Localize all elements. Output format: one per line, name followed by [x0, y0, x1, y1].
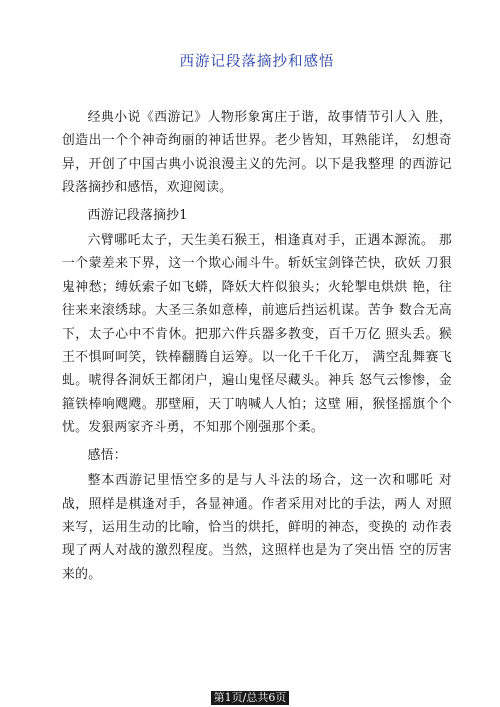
page-footer	[0, 686, 500, 705]
intro-paragraph: 经典小说《西游记》人物形象寓庄于谐，故事情节引人入 胜，创造出一个个神奇绚丽的神话世界。老少皆知，耳熟能详， 幻想奇异，开创了中国古典小说浪漫主义的先河。以下是我整理 的西游记段落摘抄和感悟，欢迎阅读。	[62, 110, 452, 196]
reflection-heading: 感悟：	[87, 447, 127, 463]
excerpt-paragraph: 六臂哪吒太子，天生美石猴王，相逢真对手，正遇本源流。 那一个蒙差来下界，这一个欺心闹斗牛。斩妖宝剑锋芒快，砍妖 刀狠鬼神愁；缚妖索子如飞蟒，降妖大杵似狼头；火轮掣电烘烘 艳，往往来来滚绣球。大圣三条如意棒，前遮后挡运机谋。苦争 数合无高下，太子心中不肯休。把那六件兵器多教变，百千万亿 照头丢。猴王不惧呵呵笑，铁棒翻腾自运筹。以一化千千化万， 满空乱舞赛飞虬。唬得各洞妖王都闭户，遍山鬼怪尽藏头。神兵 怒气云惨惨，金箍铁棒响飕飕。那壁厢，天丁呐喊人人怕；这壁 厢，猴怪摇旗个个忧。发狠两家齐斗勇，不知那个刚强那个柔。	[62, 233, 452, 436]
excerpt-heading: 西游记段落摘抄1	[87, 207, 188, 223]
document-title: 西游记段落摘抄和感悟	[179, 54, 335, 70]
reflection-paragraph: 整本西游记里悟空多的是与人斗法的场合，这一次和哪吒 对战，照样是棋逢对手，各显神通。作者采用对比的手法，两人 对照来写，运用生动的比喻，恰当的烘托，鲜明的神态，变换的 动作表现了两人对战的激烈程度。当然，这照样也是为了突出悟 空的厉害来的。	[62, 473, 452, 582]
document-body	[62, 106, 452, 586]
page-number-label: 第1页/总共6页	[211, 691, 290, 705]
